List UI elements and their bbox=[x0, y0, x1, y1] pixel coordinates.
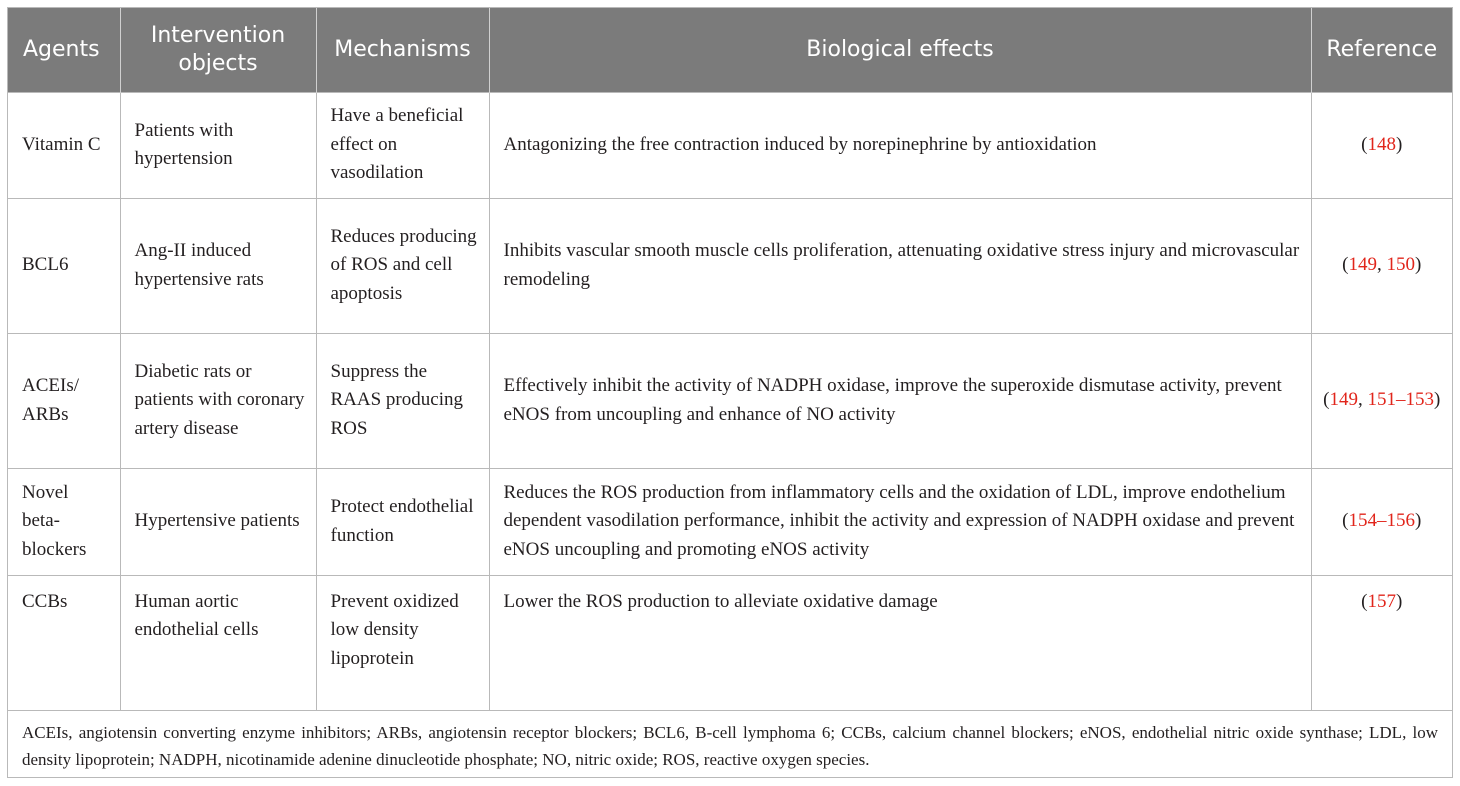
reference-bracket: ) bbox=[1434, 389, 1441, 411]
cell-mechanism: Prevent oxidized low density lipoprotein bbox=[316, 575, 489, 710]
header-row bbox=[8, 8, 1452, 92]
header-intervention-objects: Intervention objects bbox=[120, 8, 316, 92]
table-row bbox=[8, 575, 1452, 710]
reference-bracket: ( bbox=[1361, 590, 1368, 612]
cell-agent: BCL6 bbox=[8, 198, 120, 333]
cell-agent: Novel beta-blockers bbox=[8, 468, 120, 575]
cell-intervention-objects: Diabetic rats or patients with coronary artery disease bbox=[120, 333, 316, 468]
footnote-row bbox=[8, 710, 1452, 778]
cell-mechanism: Have a beneficial effect on vasodilation bbox=[316, 92, 489, 198]
cell-mechanism: Suppress the RAAS producing ROS bbox=[316, 333, 489, 468]
cell-biological-effects: Inhibits vascular smooth muscle cells proliferation, attenuating oxidative stress injury and microvascular remodeling bbox=[489, 198, 1311, 333]
reference-bracket: ( bbox=[1342, 510, 1349, 532]
reference-link[interactable]: 149 bbox=[1348, 254, 1377, 276]
table-row bbox=[8, 92, 1452, 198]
reference-separator: , bbox=[1358, 389, 1368, 411]
cell-mechanism: Reduces producing of ROS and cell apoptosis bbox=[316, 198, 489, 333]
reference-bracket: ) bbox=[1396, 133, 1403, 155]
header-mechanisms: Mechanisms bbox=[316, 8, 489, 92]
cell-intervention-objects: Ang-II induced hypertensive rats bbox=[120, 198, 316, 333]
reference-separator: , bbox=[1377, 254, 1387, 276]
cell-agent: ACEIs/ ARBs bbox=[8, 333, 120, 468]
cell-agent: CCBs bbox=[8, 575, 120, 710]
cell-reference bbox=[1311, 333, 1452, 468]
table-frame bbox=[7, 7, 1453, 778]
cell-intervention-objects: Patients with hypertension bbox=[120, 92, 316, 198]
footnote: ACEIs, angiotensin converting enzyme inhibitors; ARBs, angiotensin receptor blockers; BCL6, B-cell lymphoma 6; CCBs, calcium channel blockers; eNOS, endothelial nitric oxide synthase; LDL, low density lipoprotein; NADPH, nicotinamide adenine dinucleotide phosphate; NO, nitric oxide; ROS, reactive oxygen species. bbox=[8, 710, 1452, 778]
reference-link[interactable]: 151–153 bbox=[1367, 389, 1434, 411]
table-body bbox=[8, 92, 1452, 710]
header-reference: Reference bbox=[1311, 8, 1452, 92]
table-row bbox=[8, 198, 1452, 333]
cell-agent: Vitamin C bbox=[8, 92, 120, 198]
reference-link[interactable]: 154–156 bbox=[1348, 510, 1415, 532]
reference-bracket: ( bbox=[1323, 389, 1330, 411]
cell-intervention-objects: Human aortic endothelial cells bbox=[120, 575, 316, 710]
cell-biological-effects: Antagonizing the free contraction induced by norepinephrine by antioxidation bbox=[489, 92, 1311, 198]
table-footer bbox=[8, 710, 1452, 778]
reference-link[interactable]: 148 bbox=[1367, 133, 1396, 155]
cell-biological-effects: Effectively inhibit the activity of NADPH oxidase, improve the superoxide dismutase activity, prevent eNOS from uncoupling and enhance of NO activity bbox=[489, 333, 1311, 468]
header-agents: Agents bbox=[23, 36, 100, 62]
reference-link[interactable]: 150 bbox=[1386, 254, 1415, 276]
reference-bracket: ) bbox=[1415, 254, 1422, 276]
table-row bbox=[8, 468, 1452, 575]
reference-bracket: ( bbox=[1361, 133, 1368, 155]
reference-bracket: ) bbox=[1415, 510, 1422, 532]
cell-reference bbox=[1311, 468, 1452, 575]
cell-reference bbox=[1311, 198, 1452, 333]
reference-link[interactable]: 149 bbox=[1329, 389, 1358, 411]
table-row bbox=[8, 333, 1452, 468]
cell-biological-effects: Lower the ROS production to alleviate oxidative damage bbox=[489, 575, 1311, 710]
reference-link[interactable]: 157 bbox=[1367, 590, 1396, 612]
cell-reference bbox=[1311, 92, 1452, 198]
cell-biological-effects: Reduces the ROS production from inflammatory cells and the oxidation of LDL, improve endothelium dependent vasodilation performance, inhibit the activity and expression of NADPH oxidase and prevent eNOS uncoupling and promoting eNOS activity bbox=[489, 468, 1311, 575]
data-table bbox=[8, 8, 1452, 778]
header-biological-effects: Biological effects bbox=[489, 8, 1311, 92]
cell-intervention-objects: Hypertensive patients bbox=[120, 468, 316, 575]
reference-bracket: ( bbox=[1342, 254, 1349, 276]
cell-mechanism: Protect endothelial function bbox=[316, 468, 489, 575]
table-header bbox=[8, 8, 1452, 92]
reference-bracket: ) bbox=[1396, 590, 1403, 612]
cell-reference bbox=[1311, 575, 1452, 710]
